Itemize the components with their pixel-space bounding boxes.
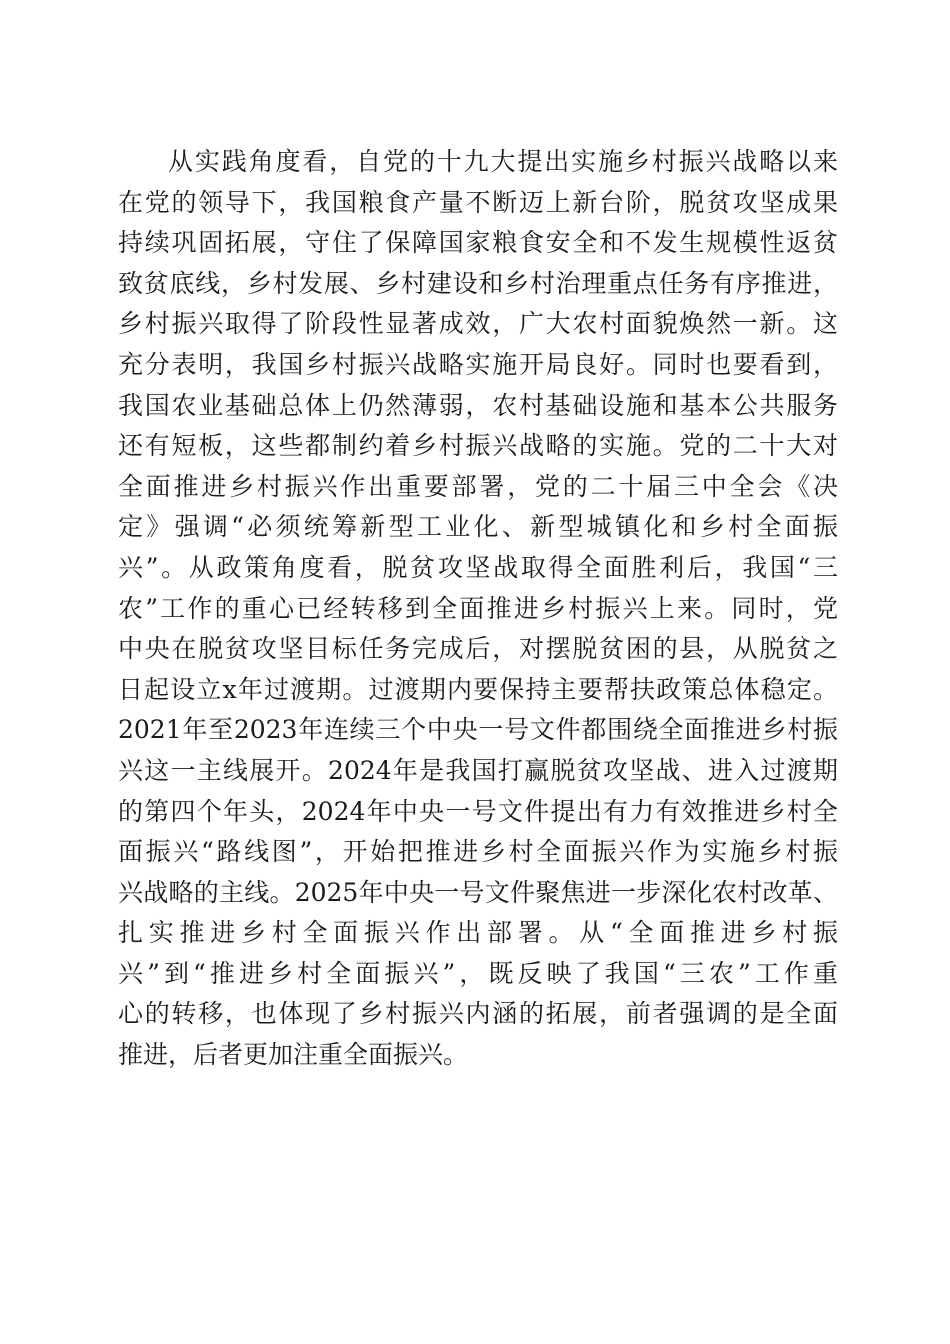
text-line: 定》强调“必须统筹新型工业化、新型城镇化和乡村全面振 [118,512,838,542]
text-line: 兴”到“推进乡村全面振兴”，既反映了我国“三农”工作重 [118,958,838,988]
text-line: 持续巩固拓展，守住了保障国家粮食安全和不发生规模性返贫 [118,228,838,258]
text-line: 中央在脱贫攻坚目标任务完成后，对摆脱贫困的县，从脱贫之 [118,634,838,664]
text-line: 兴战略的主线。2025年中央一号文件聚焦进一步深化农村改革、 [118,877,838,907]
text-line: 全面推进乡村振兴作出重要部署，党的二十届三中全会《决 [118,471,838,501]
body-paragraph [118,142,838,1076]
text-line: 我国农业基础总体上仍然薄弱，农村基础设施和基本公共服务 [118,390,838,420]
text-line: 日起设立x年过渡期。过渡期内要保持主要帮扶政策总体稳定。 [118,674,838,704]
text-line: 兴这一主线展开。2024年是我国打赢脱贫攻坚战、进入过渡期 [118,755,838,785]
text-line: 农”工作的重心已经转移到全面推进乡村振兴上来。同时，党 [118,593,838,623]
text-line: 2021年至2023年连续三个中央一号文件都围绕全面推进乡村振 [118,715,838,745]
text-line: 兴”。从政策角度看，脱贫攻坚战取得全面胜利后，我国“三 [118,552,838,582]
text-line: 还有短板，这些都制约着乡村振兴战略的实施。党的二十大对 [118,431,838,461]
text-line: 扎实推进乡村全面振兴作出部署。从“全面推进乡村振 [118,918,838,948]
text-line: 心的转移，也体现了乡村振兴内涵的拓展，前者强调的是全面 [118,999,838,1029]
text-line: 充分表明，我国乡村振兴战略实施开局良好。同时也要看到， [118,349,838,379]
text-line: 面振兴“路线图”，开始把推进乡村全面振兴作为实施乡村振 [118,837,838,867]
text-line: 在党的领导下，我国粮食产量不断迈上新台阶，脱贫攻坚成果 [118,187,838,217]
text-line: 推进，后者更加注重全面振兴。 [118,1040,469,1070]
text-line: 的第四个年头，2024年中央一号文件提出有力有效推进乡村全 [118,796,838,826]
text-line: 从实践角度看，自党的十九大提出实施乡村振兴战略以来 [168,147,838,176]
text-line: 致贫底线，乡村发展、乡村建设和乡村治理重点任务有序推进， [118,268,838,298]
text-line: 乡村振兴取得了阶段性显著成效，广大农村面貌焕然一新。这 [118,309,838,339]
